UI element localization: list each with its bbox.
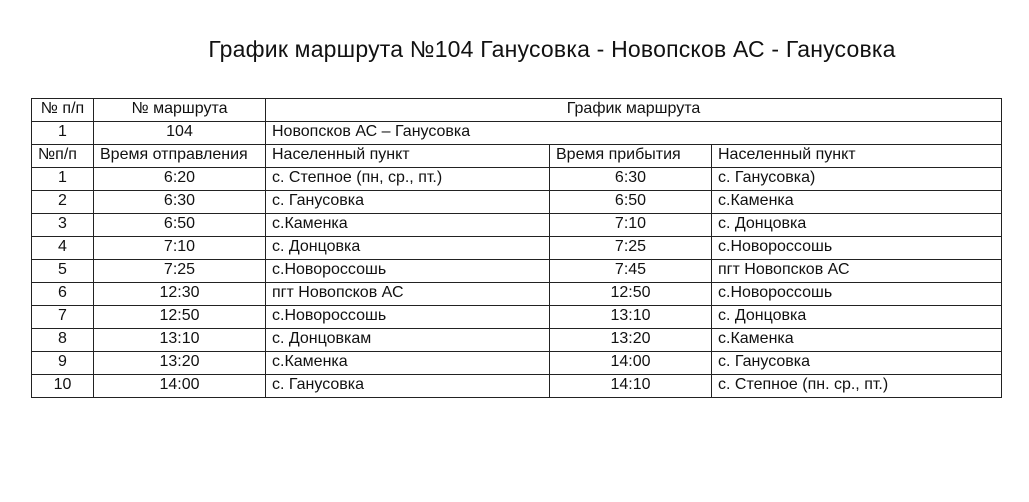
locality-from: с. Ганусовка bbox=[266, 375, 550, 398]
locality-to: с. Ганусовка) bbox=[712, 168, 1002, 191]
col-num: №п/п bbox=[32, 145, 94, 168]
route-row-name: Новопсков АС – Ганусовка bbox=[266, 122, 1002, 145]
arrival-time: 13:20 bbox=[550, 329, 712, 352]
locality-from: с.Каменка bbox=[266, 352, 550, 375]
table-row bbox=[32, 237, 1002, 260]
header-schedule: График маршрута bbox=[266, 99, 1002, 122]
locality-to: с.Новороссошь bbox=[712, 237, 1002, 260]
table-row bbox=[32, 283, 1002, 306]
col-departure-time: Время отправления bbox=[94, 145, 266, 168]
locality-to: с.Каменка bbox=[712, 191, 1002, 214]
table-row bbox=[32, 329, 1002, 352]
locality-from: с.Новороссошь bbox=[266, 260, 550, 283]
table-row bbox=[32, 306, 1002, 329]
row-num: 1 bbox=[32, 168, 94, 191]
locality-from: с. Ганусовка bbox=[266, 191, 550, 214]
departure-time: 6:30 bbox=[94, 191, 266, 214]
departure-time: 12:50 bbox=[94, 306, 266, 329]
col-locality-from: Населенный пункт bbox=[266, 145, 550, 168]
route-row-number: 104 bbox=[94, 122, 266, 145]
row-num: 7 bbox=[32, 306, 94, 329]
row-num: 2 bbox=[32, 191, 94, 214]
row-num: 10 bbox=[32, 375, 94, 398]
arrival-time: 14:00 bbox=[550, 352, 712, 375]
locality-to: с. Ганусовка bbox=[712, 352, 1002, 375]
locality-from: с.Новороссошь bbox=[266, 306, 550, 329]
locality-to: с. Степное (пн. ср., пт.) bbox=[712, 375, 1002, 398]
locality-from: с. Донцовка bbox=[266, 237, 550, 260]
row-num: 6 bbox=[32, 283, 94, 306]
header-route-number: № маршрута bbox=[94, 99, 266, 122]
row-num: 9 bbox=[32, 352, 94, 375]
col-locality-to: Населенный пункт bbox=[712, 145, 1002, 168]
arrival-time: 6:50 bbox=[550, 191, 712, 214]
departure-time: 14:00 bbox=[94, 375, 266, 398]
table-row bbox=[32, 260, 1002, 283]
row-num: 3 bbox=[32, 214, 94, 237]
row-num: 4 bbox=[32, 237, 94, 260]
route-row bbox=[32, 122, 1002, 145]
arrival-time: 7:45 bbox=[550, 260, 712, 283]
arrival-time: 7:25 bbox=[550, 237, 712, 260]
locality-from: с.Каменка bbox=[266, 214, 550, 237]
arrival-time: 7:10 bbox=[550, 214, 712, 237]
arrival-time: 14:10 bbox=[550, 375, 712, 398]
columns-header-row bbox=[32, 145, 1002, 168]
departure-time: 7:25 bbox=[94, 260, 266, 283]
departure-time: 6:50 bbox=[94, 214, 266, 237]
table-row bbox=[32, 191, 1002, 214]
table-row bbox=[32, 214, 1002, 237]
table-row bbox=[32, 352, 1002, 375]
locality-to: с. Донцовка bbox=[712, 214, 1002, 237]
row-num: 8 bbox=[32, 329, 94, 352]
col-arrival-time: Время прибытия bbox=[550, 145, 712, 168]
locality-to: с.Каменка bbox=[712, 329, 1002, 352]
row-num: 5 bbox=[32, 260, 94, 283]
page-title: График маршрута №104 Ганусовка - Новопсков АС - Ганусовка bbox=[208, 36, 896, 62]
table-header-row bbox=[32, 99, 1002, 122]
locality-to: с. Донцовка bbox=[712, 306, 1002, 329]
route-row-num: 1 bbox=[32, 122, 94, 145]
departure-time: 13:10 bbox=[94, 329, 266, 352]
locality-from: пгт Новопсков АС bbox=[266, 283, 550, 306]
header-num: № п/п bbox=[32, 99, 94, 122]
route-schedule-table bbox=[31, 98, 1002, 398]
departure-time: 13:20 bbox=[94, 352, 266, 375]
table-row bbox=[32, 375, 1002, 398]
locality-from: с. Донцовкам bbox=[266, 329, 550, 352]
arrival-time: 6:30 bbox=[550, 168, 712, 191]
departure-time: 12:30 bbox=[94, 283, 266, 306]
arrival-time: 12:50 bbox=[550, 283, 712, 306]
table-row bbox=[32, 168, 1002, 191]
locality-to: пгт Новопсков АС bbox=[712, 260, 1002, 283]
arrival-time: 13:10 bbox=[550, 306, 712, 329]
locality-to: с.Новороссошь bbox=[712, 283, 1002, 306]
departure-time: 7:10 bbox=[94, 237, 266, 260]
departure-time: 6:20 bbox=[94, 168, 266, 191]
locality-from: с. Степное (пн, ср., пт.) bbox=[266, 168, 550, 191]
